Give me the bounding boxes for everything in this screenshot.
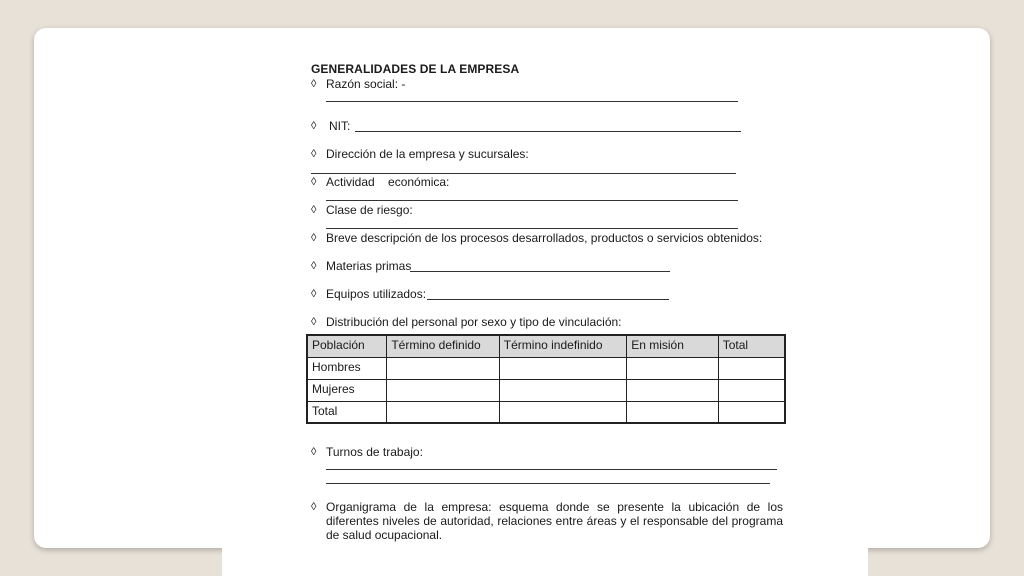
fill-line-clase-riesgo[interactable]	[326, 228, 738, 229]
table-cell[interactable]	[718, 379, 785, 401]
field-turnos: Turnos de trabajo:	[326, 445, 423, 459]
bullet-icon: ◊	[311, 288, 317, 300]
table-row	[307, 379, 785, 401]
field-distribucion: Distribución del personal por sexo y tipo de vinculación:	[326, 315, 622, 329]
bullet-icon: ◊	[311, 120, 317, 132]
bullet-icon: ◊	[311, 176, 317, 188]
bullet-icon: ◊	[311, 260, 317, 272]
bullet-icon: ◊	[311, 501, 317, 513]
field-direccion: Dirección de la empresa y sucursales:	[326, 147, 529, 161]
bullet-icon: ◊	[311, 316, 317, 328]
table-cell[interactable]	[387, 379, 499, 401]
field-clase-riesgo: Clase de riesgo:	[326, 203, 413, 217]
table-cell[interactable]	[387, 401, 499, 423]
document-page	[222, 40, 868, 576]
table-cell[interactable]	[627, 357, 719, 379]
table-row-label: Hombres	[307, 357, 387, 379]
field-nit-label: NIT:	[329, 119, 351, 133]
table-header-cell: En misión	[627, 335, 719, 357]
fill-line-razon-social[interactable]	[326, 101, 738, 102]
bullet-icon: ◊	[311, 148, 317, 160]
table-header-cell: Población	[307, 335, 387, 357]
table-row-label: Total	[307, 401, 387, 423]
field-organigrama: Organigrama de la empresa: esquema donde se presente la ubicación de los diferentes niveles de autoridad, relaciones entre áreas y el responsable del programa de salud ocupacional.	[326, 500, 783, 542]
table-header-cell: Término definido	[387, 335, 499, 357]
document-title: GENERALIDADES DE LA EMPRESA	[311, 62, 520, 76]
bullet-icon: ◊	[311, 78, 317, 90]
table-row	[307, 401, 785, 423]
table-row	[307, 357, 785, 379]
field-breve-descripcion: Breve descripción de los procesos desarrollados, productos o servicios obtenidos:	[326, 231, 763, 245]
fill-line-nit[interactable]	[355, 131, 741, 132]
table-cell[interactable]	[499, 357, 626, 379]
table-header-cell: Total	[718, 335, 785, 357]
personnel-distribution-table	[306, 334, 786, 424]
fill-line-turnos-1[interactable]	[326, 469, 777, 470]
table-cell[interactable]	[499, 401, 626, 423]
fill-line-direccion[interactable]	[311, 173, 736, 174]
field-razon-social: Razón social: -	[326, 77, 406, 91]
table-cell[interactable]	[627, 379, 719, 401]
bullet-icon: ◊	[311, 232, 317, 244]
table-cell[interactable]	[627, 401, 719, 423]
table-cell[interactable]	[499, 379, 626, 401]
table-header-cell: Término indefinido	[499, 335, 626, 357]
table-cell[interactable]	[718, 357, 785, 379]
bullet-icon: ◊	[311, 204, 317, 216]
fill-line-actividad[interactable]	[326, 200, 738, 201]
fill-line-materias-primas[interactable]	[410, 271, 670, 272]
table-header-row	[307, 335, 785, 357]
table-cell[interactable]	[387, 357, 499, 379]
table-row-label: Mujeres	[307, 379, 387, 401]
bullet-icon: ◊	[311, 446, 317, 458]
field-nit	[329, 119, 350, 133]
table-cell[interactable]	[718, 401, 785, 423]
fill-line-turnos-2[interactable]	[326, 483, 770, 484]
field-actividad: Actividad económica:	[326, 175, 450, 189]
field-materias-primas: Materias primas	[326, 259, 412, 273]
fill-line-equipos[interactable]	[427, 299, 669, 300]
field-equipos: Equipos utilizados:	[326, 287, 427, 301]
